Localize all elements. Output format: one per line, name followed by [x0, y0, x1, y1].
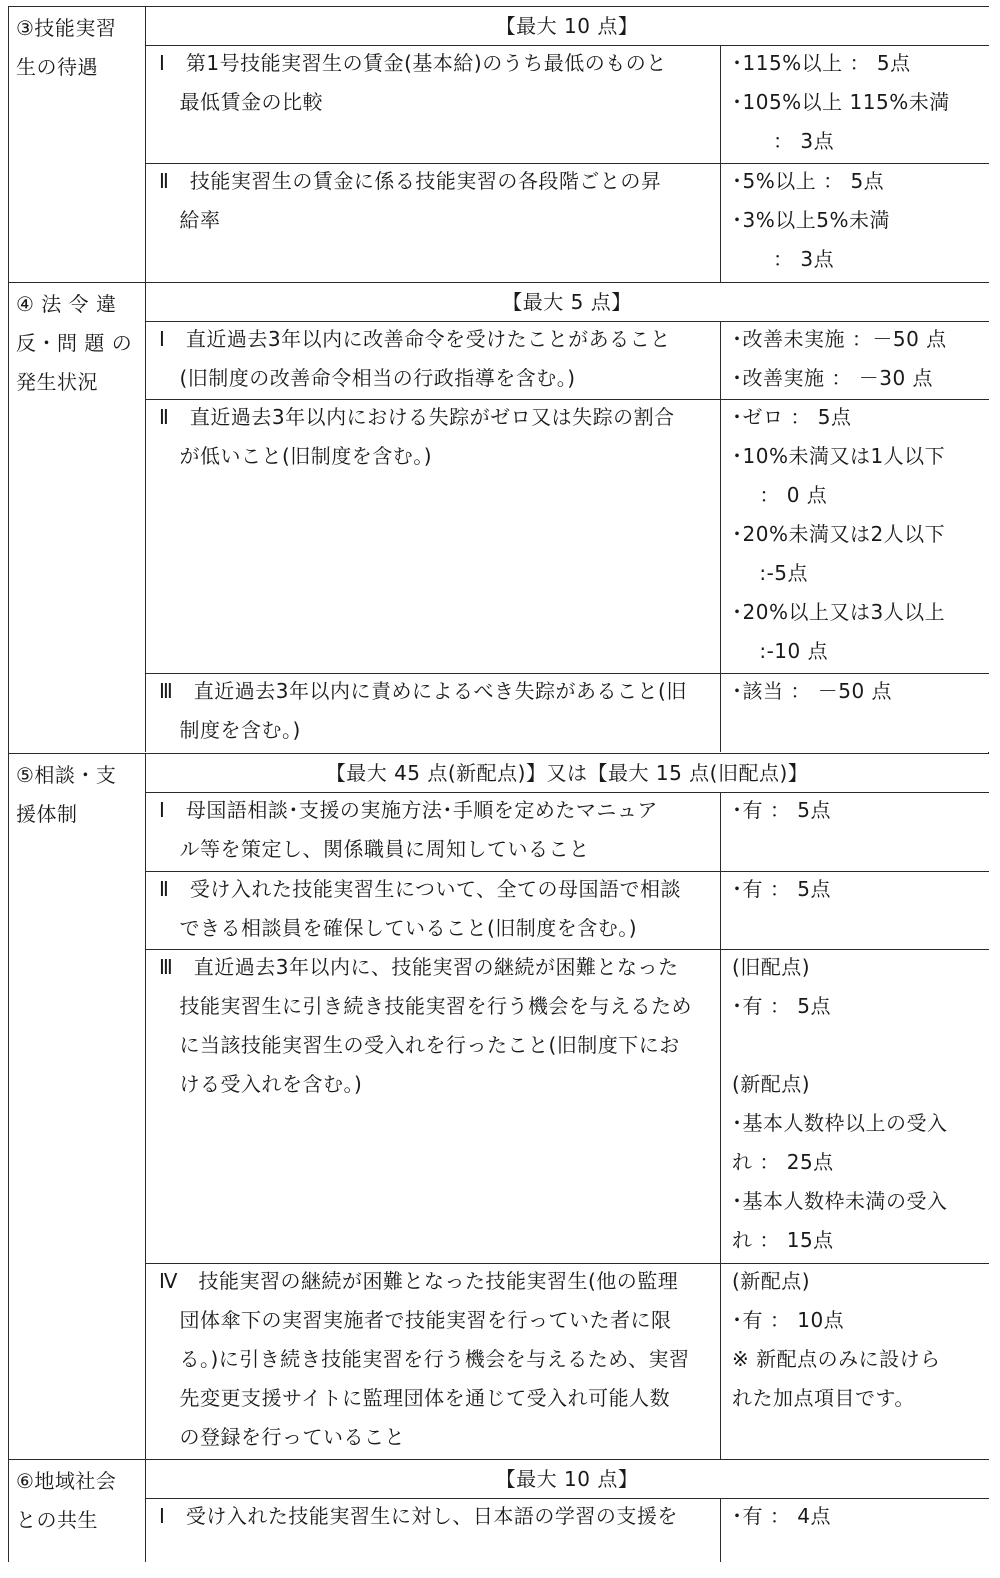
criterion-text: ル等を策定し、関係職員に周知していること	[159, 837, 590, 861]
score-text: ･有 ： 10点	[732, 1308, 845, 1332]
criterion-text: Ⅱ 直近過去3年以内における失踪がゼロ又は失踪の割合	[159, 405, 675, 429]
section-label: 生の待遇	[16, 55, 98, 79]
criterion-text: (旧制度の改善命令相当の行政指導を含む。)	[159, 366, 576, 390]
score-text: ･改善未実施 ：－50 点	[732, 327, 947, 351]
score-text: ･115%以上 ： 5点	[732, 51, 911, 75]
max-score: 【最大 10 点】	[495, 1467, 639, 1491]
score-text: ･ゼロ ： 5点	[732, 405, 852, 429]
evaluation-table	[8, 6, 989, 1562]
score-text: れた加点項目です。	[732, 1386, 915, 1410]
section-label: ⑤相談・支	[16, 763, 117, 787]
score-text: ※ 新配点のみに設けら	[732, 1347, 941, 1371]
criterion-text: 制度を含む。)	[159, 718, 301, 742]
criterion-text: 最低賃金の比較	[159, 90, 323, 114]
criterion-text: Ⅲ 直近過去3年以内に、技能実習の継続が困難となった	[159, 955, 679, 979]
criterion-text: Ⅳ 技能実習の継続が困難となった技能実習生(他の監理	[159, 1269, 679, 1293]
score-text	[732, 1026, 987, 1065]
criterion-text: が低いこと(旧制度を含む。)	[159, 444, 433, 468]
score-text: ･改善実施 ： －30 点	[732, 366, 934, 390]
section-label-cell	[8, 753, 145, 1459]
score-text: ･有 ： 4点	[732, 1504, 831, 1528]
criterion-text: 技能実習生に引き続き技能実習を行う機会を与えるため	[159, 994, 692, 1018]
score-text: (旧配点)	[732, 955, 811, 979]
criterion-text: Ⅰ 母国語相談･支援の実施方法･手順を定めたマニュア	[159, 798, 658, 822]
criterion-text: できる相談員を確保していること(旧制度を含む。)	[159, 916, 638, 940]
max-score: 【最大 5 点】	[502, 290, 632, 314]
score-text: ･有 ： 5点	[732, 877, 831, 901]
criterion-text: Ⅰ 直近過去3年以内に改善命令を受けたことがあること	[159, 327, 671, 351]
score-text: :-5点	[732, 561, 809, 585]
score-text: ･有 ： 5点	[732, 994, 831, 1018]
criterion-text: に当該技能実習生の受入れを行ったこと(旧制度下にお	[159, 1033, 680, 1057]
score-text: (新配点)	[732, 1269, 811, 1293]
max-score: 【最大 45 点(新配点)】又は【最大 15 点(旧配点)】	[325, 761, 809, 785]
section-label: 発生状況	[16, 370, 98, 394]
section-label: 援体制	[16, 802, 78, 826]
criterion-text: る。)に引き続き技能実習を行う機会を与えるため、実習	[159, 1347, 690, 1371]
criterion-text: 先変更支援サイトに監理団体を通じて受入れ可能人数	[159, 1386, 671, 1410]
criterion-text: の登録を行っていること	[159, 1425, 405, 1449]
section-label: との共生	[16, 1508, 98, 1532]
criterion-text: 給率	[159, 208, 221, 232]
score-text: :-10 点	[732, 639, 829, 663]
criterion-text: Ⅱ 受け入れた技能実習生について、全ての母国語で相談	[159, 877, 682, 901]
criterion-text: Ⅰ 受け入れた技能実習生に対し、日本語の学習の支援を	[159, 1504, 678, 1528]
score-text: ･10%未満又は1人以下	[732, 444, 946, 468]
score-text: れ ： 15点	[732, 1228, 834, 1252]
score-text: ： 3点	[732, 129, 835, 153]
score-text: ･基本人数枠以上の受入	[732, 1111, 948, 1135]
score-text: ･5%以上 ： 5点	[732, 169, 885, 193]
max-score: 【最大 10 点】	[495, 14, 639, 38]
section-label: ④ 法 令 違	[16, 292, 117, 316]
score-text: (新配点)	[732, 1072, 811, 1096]
section-label: ⑥地域社会	[16, 1469, 117, 1493]
score-text: ： 3点	[732, 247, 835, 271]
criterion-text: Ⅰ 第1号技能実習生の賃金(基本給)のうち最低のものと	[159, 51, 667, 75]
criterion-text: Ⅱ 技能実習生の賃金に係る技能実習の各段階ごとの昇	[159, 169, 662, 193]
section-label: ③技能実習	[16, 16, 117, 40]
score-text: ･基本人数枠未満の受入	[732, 1189, 948, 1213]
score-text: ･該当 ： －50 点	[732, 679, 893, 703]
score-text: ･20%以上又は3人以上	[732, 600, 946, 624]
section-label: 反・問 題 の	[16, 331, 133, 355]
score-text: ･有 ： 5点	[732, 798, 831, 822]
score-text: れ ： 25点	[732, 1150, 834, 1174]
criterion-text: Ⅲ 直近過去3年以内に責めによるべき失踪があること(旧	[159, 679, 687, 703]
score-text: ： 0 点	[732, 483, 828, 507]
criterion-text: ける受入れを含む。)	[159, 1072, 363, 1096]
score-text: ･3%以上5%未満	[732, 208, 890, 232]
score-text: ･105%以上 115%未満	[732, 90, 950, 114]
score-text: ･20%未満又は2人以下	[732, 522, 946, 546]
criterion-text: 団体傘下の実習実施者で技能実習を行っていた者に限	[159, 1308, 672, 1332]
